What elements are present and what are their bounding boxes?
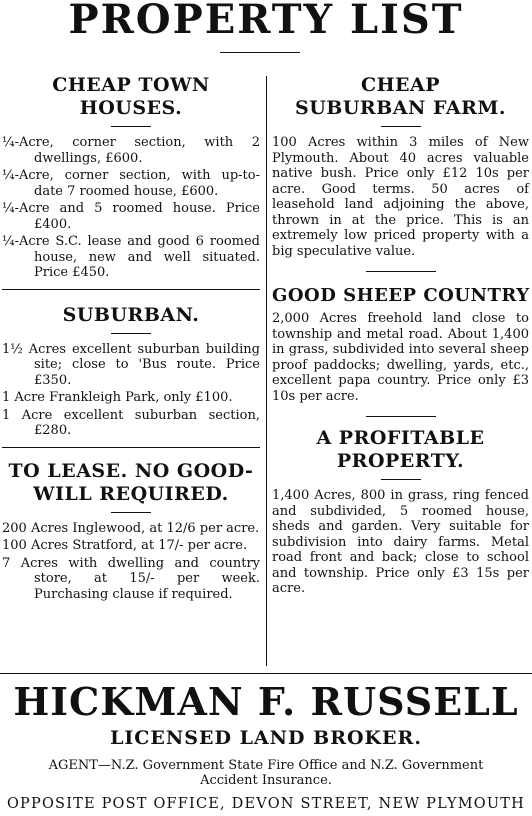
sheep-text: 2,000 Acres freehold land close to township and metal road. About 1,400 in grass, subdivided into several sheep proof paddocks; dwelling, yards, etc., excellent papa country. Price only £3 10s per acre. [272, 311, 529, 404]
agent-line: AGENT—N.Z. Government State Fire Office and N.Z. Government Accident Insurance. [48, 758, 484, 788]
footer-top-rule [0, 673, 532, 674]
section-rule [2, 447, 260, 448]
town-item: ¼-Acre S.C. lease and good 6 roomed house, new and well situated. Price £450. [2, 234, 260, 280]
page-title: PROPERTY LIST [68, 0, 464, 43]
section-rule [366, 416, 436, 417]
title-rule [220, 52, 300, 53]
lease-item: 100 Acres Stratford, at 17/- per acre. [2, 538, 248, 553]
suburban-item: 1 Acre excellent suburban section, £280. [2, 407, 260, 438]
town-item: ¼-Acre, corner section, with 2 dwellings, £600. [2, 135, 260, 166]
farm-heading: CHEAP SUBURBAN FARM. [294, 74, 507, 119]
lease-item: 200 Acres Inglewood, at 12/6 per acre. [2, 520, 260, 536]
suburban-item: 1½ Acres excellent suburban building site; close to 'Bus route. Price £350. [2, 341, 260, 388]
sheep-heading: GOOD SHEEP COUNTRY [272, 285, 530, 306]
farm-rule [381, 126, 421, 127]
suburban-rule [111, 333, 151, 334]
address-line: OPPOSITE POST OFFICE, DEVON STREET, NEW PLYMOUTH [6, 796, 526, 812]
broker-name: HICKMAN F. RUSSELL [13, 679, 519, 724]
profitable-text: 1,400 Acres, 800 in grass, ring fenced and subdivided, 5 roomed house, sheds and garden. Very suitable for subdivision into dairy farms. Metal road front and back; close to school and township. Price only £3 15s per acre. [272, 488, 529, 596]
profitable-heading: A PROFITABLE PROPERTY. [316, 427, 485, 472]
town-item: ¼-Acre and 5 roomed house. Price £400. [2, 201, 260, 232]
right-column [272, 74, 529, 597]
profitable-rule [381, 479, 421, 480]
town-houses-heading: CHEAP TOWN HOUSES. [52, 74, 210, 119]
farm-text: 100 Acres within 3 miles of New Plymouth. About 40 acres valuable native bush. Price only £12 10s per acre. Good terms. 50 acres of leasehold land adjoining the above, thrown in at the price. This is an extremely low priced property with a big speculative value. [272, 135, 529, 259]
town-houses-rule [111, 126, 151, 127]
suburban-heading: SUBURBAN. [62, 303, 200, 326]
broker-role: LICENSED LAND BROKER. [110, 727, 422, 749]
suburban-item: 1 Acre Frankleigh Park, only £100. [2, 390, 233, 405]
column-divider [266, 76, 267, 666]
section-rule [366, 271, 436, 272]
lease-rule [111, 512, 151, 513]
section-rule [2, 289, 260, 290]
lease-heading: TO LEASE. NO GOOD-WILL REQUIRED. [8, 459, 254, 505]
left-column [2, 74, 260, 604]
lease-item: 7 Acres with dwelling and country store, at 15/- per week. Purchasing clause if required. [2, 555, 260, 602]
town-item: ¼-Acre, corner section, with up-to-date 7 roomed house, £600. [2, 168, 260, 199]
